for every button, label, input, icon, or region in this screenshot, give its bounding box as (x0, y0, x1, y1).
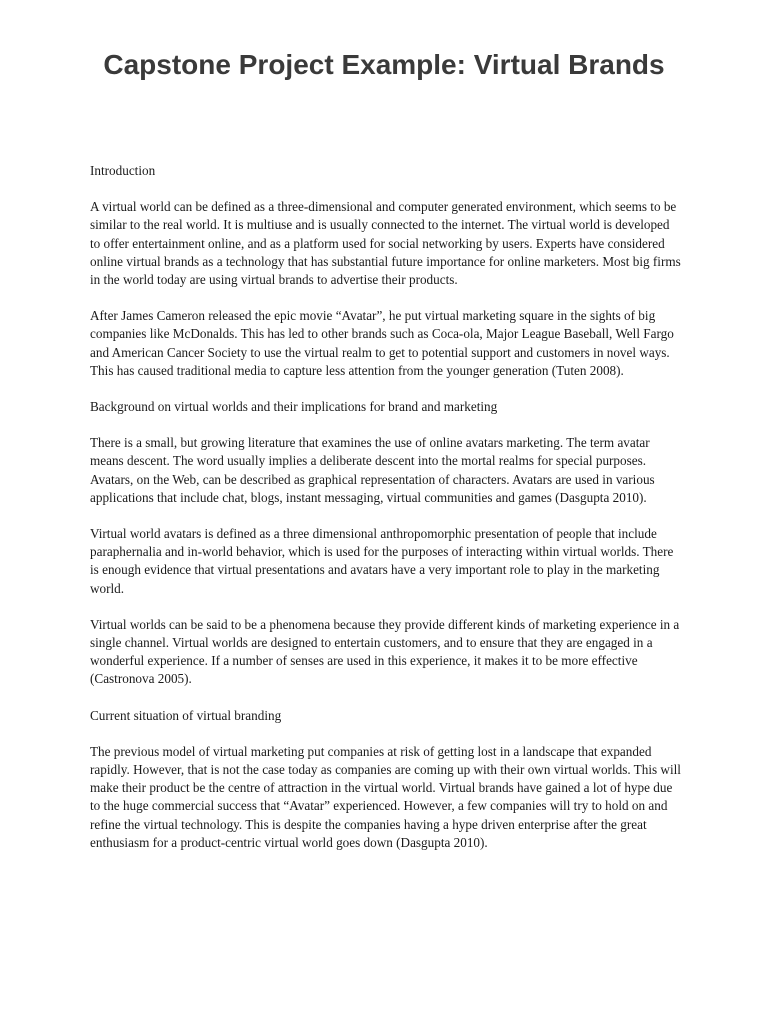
body-paragraph: A virtual world can be defined as a three-dimensional and computer generated environment, which seems to be similar to the real world. It is multiuse and is usually connected to the internet. The virtual world is developed to offer entertainment online, and as a platform used for social networking by users. Experts have considered online virtual brands as a technology that has substantial future importance for online marketers. Most big firms in the world today are using virtual brands to advertise their products. (90, 199, 681, 288)
document-title: Capstone Project Example: Virtual Brands (103, 49, 665, 80)
body-paragraph: Virtual worlds can be said to be a phenomena because they provide different kinds of marketing experience in a single channel. Virtual worlds are designed to entertain customers, and to ensure that they are engaged in a wonderful experience. If a number of senses are used in this experience, it makes it to be more effective (Castronova 2005). (90, 616, 680, 687)
body-paragraph: The previous model of virtual marketing put companies at risk of getting lost in a landscape that expanded rapidly. However, that is not the case today as companies are coming up with their own virtual worlds. This will make their product be the centre of attraction in the virtual world. Virtual brands have gained a lot of hype due to the huge commercial success that “Avatar” experienced. However, a few companies will try to hold on and refine the virtual technology. This is despite the companies having a hype driven enterprise after the great enthusiasm for a product-centric virtual world goes down (Dasgupta 2010). (90, 743, 681, 850)
body-paragraph: Virtual world avatars is defined as a three dimensional anthropomorphic presentation of people that include paraphernalia and in-world behavior, which is used for the purposes of interacting within virtual worlds. There is enough evidence that virtual presentations and avatars have a very important role to play in the marketing world. (90, 526, 674, 596)
section-heading-current-situation: Current situation of virtual branding (90, 707, 282, 723)
document-body (90, 162, 682, 870)
body-paragraph: After James Cameron released the epic movie “Avatar”, he put virtual marketing square in the sights of big companies like McDonalds. This has led to other brands such as Coca-ola, Major League Baseball, Well Fargo and American Cancer Society to use the virtual realm to get to potential support and customers in novel ways. This has caused traditional media to capture less attention from the younger generation (Tuten 2008). (90, 308, 674, 378)
section-heading-introduction: Introduction (90, 163, 156, 178)
section-heading-background: Background on virtual worlds and their implications for brand and marketing (90, 399, 498, 415)
body-paragraph: There is a small, but growing literature that examines the use of online avatars marketing. The term avatar means descent. The word usually implies a deliberate descent into the mortal realms for special purposes. Avatars, on the Web, can be described as graphical representation of characters. Avatars are used in various applications that include chat, blogs, instant messaging, virtual communities and games (Dasgupta 2010). (90, 435, 655, 505)
